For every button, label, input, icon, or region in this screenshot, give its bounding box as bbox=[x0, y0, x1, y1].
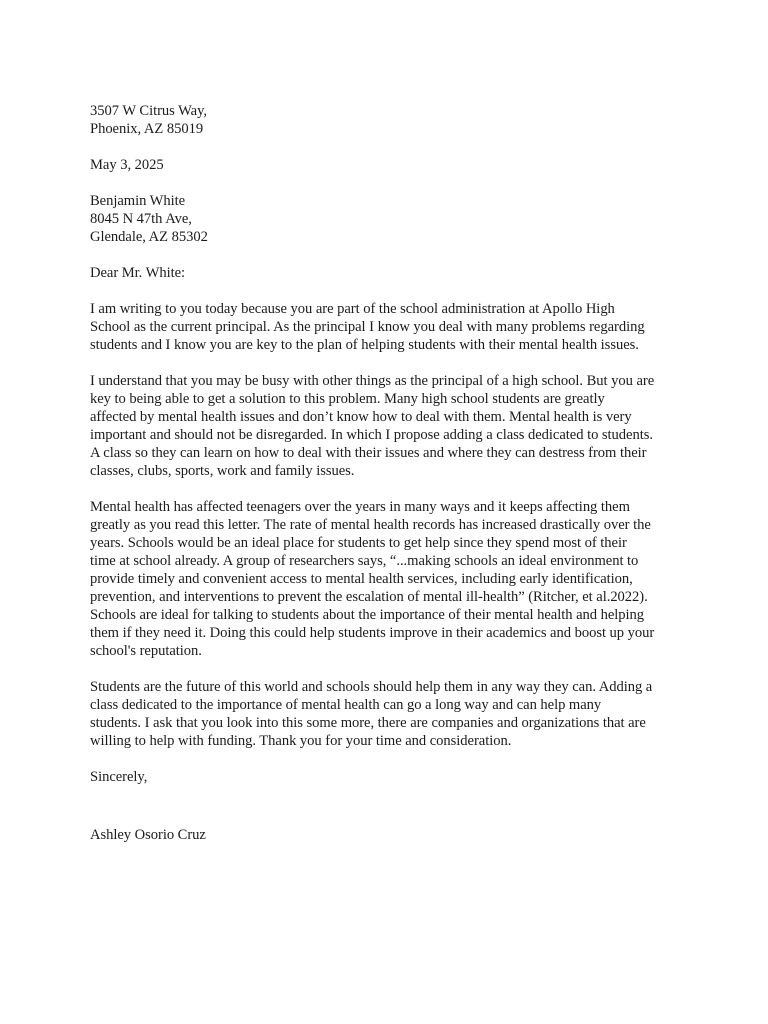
paragraph-line: affected by mental health issues and don’t know how to deal with them. Mental health is very bbox=[90, 409, 632, 425]
date-text: May 3, 2025 bbox=[90, 157, 164, 173]
recipient-name: Benjamin White bbox=[90, 193, 186, 209]
paragraph-3 bbox=[90, 498, 708, 660]
paragraph-line: I am writing to you today because you are part of the school administration at Apollo High bbox=[90, 301, 615, 317]
paragraph-line: students. I ask that you look into this some more, there are companies and organizations that are bbox=[90, 715, 646, 731]
signature-name: Ashley Osorio Cruz bbox=[90, 827, 206, 843]
recipient-city-line: Glendale, AZ 85302 bbox=[90, 229, 208, 245]
closing-text: Sincerely, bbox=[90, 769, 148, 785]
paragraph-4 bbox=[90, 678, 708, 750]
sender-address bbox=[90, 102, 708, 138]
sender-street: 3507 W Citrus Way, bbox=[90, 103, 207, 119]
paragraph-1 bbox=[90, 300, 708, 354]
paragraph-line: years. Schools would be an ideal place for students to get help since they spend most of their bbox=[90, 535, 627, 551]
paragraph-line: prevention, and interventions to prevent the escalation of mental ill-health” (Ritcher, et al.2022). bbox=[90, 589, 648, 605]
paragraph-line: willing to help with funding. Thank you for your time and consideration. bbox=[90, 733, 512, 749]
recipient-address bbox=[90, 192, 708, 246]
paragraph-line: Mental health has affected teenagers over the years in many ways and it keeps affecting them bbox=[90, 499, 630, 515]
salutation bbox=[90, 264, 708, 282]
paragraph-line: class dedicated to the importance of mental health can go a long way and can help many bbox=[90, 697, 602, 713]
closing bbox=[90, 768, 708, 786]
letter-body bbox=[90, 102, 708, 844]
paragraph-line: Students are the future of this world and schools should help them in any way they can. Adding a bbox=[90, 679, 653, 695]
paragraph-line: important and should not be disregarded. In which I propose adding a class dedicated to students. bbox=[90, 427, 653, 443]
signature bbox=[90, 826, 708, 844]
paragraph-line: students and I know you are key to the plan of helping students with their mental health issues. bbox=[90, 337, 639, 353]
paragraph-line: greatly as you read this letter. The rate of mental health records has increased drastically over the bbox=[90, 517, 651, 533]
paragraph-line: them if they need it. Doing this could help students improve in their academics and boost up your bbox=[90, 625, 655, 641]
paragraph-line: time at school already. A group of researchers says, “...making schools an ideal environment to bbox=[90, 553, 639, 569]
paragraph-line: classes, clubs, sports, work and family issues. bbox=[90, 463, 355, 479]
paragraph-line: Schools are ideal for talking to students about the importance of their mental health and helping bbox=[90, 607, 645, 623]
recipient-street: 8045 N 47th Ave, bbox=[90, 211, 192, 227]
paragraph-line: A class so they can learn on how to deal with their issues and where they can destress from their bbox=[90, 445, 647, 461]
paragraph-line: key to being able to get a solution to this problem. Many high school students are greatly bbox=[90, 391, 605, 407]
paragraph-line: School as the current principal. As the principal I know you deal with many problems regarding bbox=[90, 319, 645, 335]
paragraph-line: school's reputation. bbox=[90, 643, 202, 659]
sender-city-line: Phoenix, AZ 85019 bbox=[90, 121, 204, 137]
paragraph-line: provide timely and convenient access to mental health services, including early identification, bbox=[90, 571, 633, 587]
paragraph-line: I understand that you may be busy with other things as the principal of a high school. But you are bbox=[90, 373, 655, 389]
paragraph-2 bbox=[90, 372, 708, 480]
letter-date bbox=[90, 156, 708, 174]
salutation-text: Dear Mr. White: bbox=[90, 265, 186, 281]
